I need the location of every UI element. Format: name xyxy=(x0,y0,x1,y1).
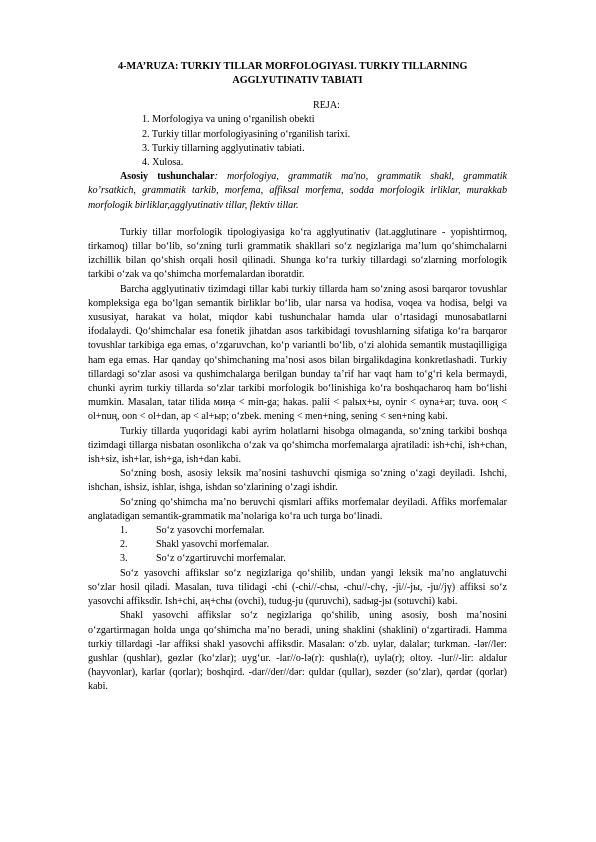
plan-item: 2. Turkiy tillar morfologiyasining o‘rganilish tarixi. xyxy=(142,128,351,140)
lecture-title xyxy=(88,60,507,87)
spacer xyxy=(88,213,507,226)
title-line-1: 4-MA’RUZA: TURKIY TILLAR MORFOLOGIYASI. TURKIY TILLARNING xyxy=(118,61,468,72)
document-page xyxy=(88,60,507,695)
morpheme-types-list xyxy=(88,524,507,567)
plan-item: 1. Morfologiya va uning o‘rganilish obekti xyxy=(142,114,315,126)
keywords-label: Asosiy tushunchalar xyxy=(120,171,215,183)
body-paragraph: So‘z yasovchi affikslar so‘z negizlariga qo‘shilib, undan yangi leksik ma’no anglatuvchi so‘zlar hosil qiladi. Masalan, tuva tilidagi -chi (-chi//-chы, -chu//-chү, -ji//-jы, -ju//jү) affiksi so‘z yasovchi affiksdir. Ish+chi, aң+chы (ovchi), tudug-ju (quruvchi), sadыg-jы (sotuvchi) kabi. xyxy=(88,567,507,608)
keywords-paragraph xyxy=(88,170,507,213)
body-paragraph: Barcha agglyutinativ tizimdagi tillar kabi turkiy tillarda ham so‘zning asosi barqaror tovushlar kompleksiga ega bo‘lgan semantik birliklar bo‘lib, ular narsa va hodisa, voqea va hodisa, belgi va xususiyat, harakat va holat, miqdor kabi tushunchalar hamda ular o‘rtasidagi munosabatlarni ifodalaydi. Qo‘shimchalar esa fonetik jihatdan asos tarkibidagi tovushlarning sifatiga ko‘ra barqaror tovushlar tarkibiga ega emas, o‘zgaruvchan, ko‘p variantli bo‘lib, o‘zi alohida semantik mustaqilligiga ham ega emas. Har qanday qo‘shimchaning ma’nosi asos bilan birgalikdagina konkretlashadi. Turkiy tillardagi so‘zlar asosi va qushimchalarga berilgan bunday ta’rif har vaqt ham to‘g‘ri kela bermaydi, chunki ayrim turkiy tillarda so‘zlar tarkibi morfologik bo‘linishiga ko‘ra boshqacharoq ham bo‘lishi mumkin. Masalan, tatar tilida миңа < min-ga; hakas. paliі < palыx+ы, oynir < oyna+ar; tuva. ооң < ol+nuң, ооn < ol+dan, ap < al+ыp; o‘zbek. mening < men+ning, sening < sen+ning kabi. xyxy=(88,283,507,423)
body-paragraph: Turkiy tillar morfologik tipologiyasiga ko‘ra agglyutinativ (lat.agglutinare - yopishtirmoq, tirkamoq) tillar bo‘lib, so‘zning turli grammatik shakllari so‘z negizlariga ma’lum qo‘shimchalarni izchillik bilan qo‘shish orqali hosil qilinadi. Shunga ko‘ra turkiy tillardagi so‘zlarning morfologik tarkibi o‘zak va qo‘shimcha morfemalardan iboratdir. xyxy=(88,226,507,281)
plan-list xyxy=(88,113,507,170)
plan-item: 3. Turkiy tillarning agglyutinativ tabiati. xyxy=(142,142,305,154)
list-number: 2. xyxy=(120,539,128,551)
list-number: 3. xyxy=(120,553,128,565)
list-text: So‘z yasovchi morfemalar. xyxy=(156,525,265,537)
body-paragraph: So‘zning bosh, asosiy leksik ma’nosini tashuvchi qismiga so‘zning o‘zagi deyiladi. Ishchi, ishchan, ishsiz, ishlar, ishga, ishdan so‘zlarining o‘zagi ishdir. xyxy=(88,468,507,494)
plan-item: 4. Xulosa. xyxy=(142,157,184,168)
list-text: So‘z o‘zgartiruvchi morfemalar. xyxy=(156,553,286,565)
list-item xyxy=(88,524,507,538)
title-line-2: AGGLYUTINATIV TABIATI xyxy=(232,74,363,86)
list-text: Shakl yasovchi morfemalar. xyxy=(156,539,269,551)
list-number: 1. xyxy=(120,525,128,537)
body-paragraph: Shakl yasovchi affikslar so‘z negizlariga qo‘shilib, uning asosiy, bosh ma’nosini o‘zgartirmagan holda unga qo‘shimcha ma’no beradi, uning shaklini (shaklini) o‘zgartiradi. Hamma turkiy tillardagi -lar affiksi shakl yasovchi affiksdir. Masalan: o‘zb. uylar, dalalar; turkman. -lәr//ler: gushlar (qushlar), gөzlәr (ko‘zlar); uyg‘ur. -lar//o-lә(r): qushla(r), uyla(r); oltoy. -lur//-lir: aldalur (hayvonlar), karlar (qorlar); boshqird. -dar//der//dәr: quldar (qullar), sөzder (so‘zlar), qәrdәr (qorlar) kabi. xyxy=(88,610,507,693)
keywords-text: : morfologiya, grammatik ma'no, grammatik shakl, grammatik ko’rsatkich, grammatik tarkib, morfema, affiksal morfema, sodda morfologik irliklar, murakkab morfologik birliklar,agglyutinativ tillar, flektiv tillar. xyxy=(88,171,507,211)
list-item xyxy=(88,538,507,552)
plan-heading: REJA: xyxy=(313,100,340,112)
body-paragraph: Turkiy tillarda yuqoridagi kabi ayrim holatlarni hisobga olmaganda, so‘zning tarkibi boshqa tizimdagi tillarga nisbatan osonlikcha o‘zak va qo‘shimcha morfemalarga ajratiladi: ish+chi, ish+chan, ish+siz, ish+lar, ish+ga, ish+dan kabi. xyxy=(88,425,507,466)
body-paragraph: So‘zning qo‘shimcha ma’no beruvchi qismlari affiks morfemalar deyiladi. Affiks morfemalar anglatadigan semantik-grammatik ma’nolariga ko‘ra uch turga bo‘linadi. xyxy=(88,496,507,522)
list-item xyxy=(88,552,507,566)
